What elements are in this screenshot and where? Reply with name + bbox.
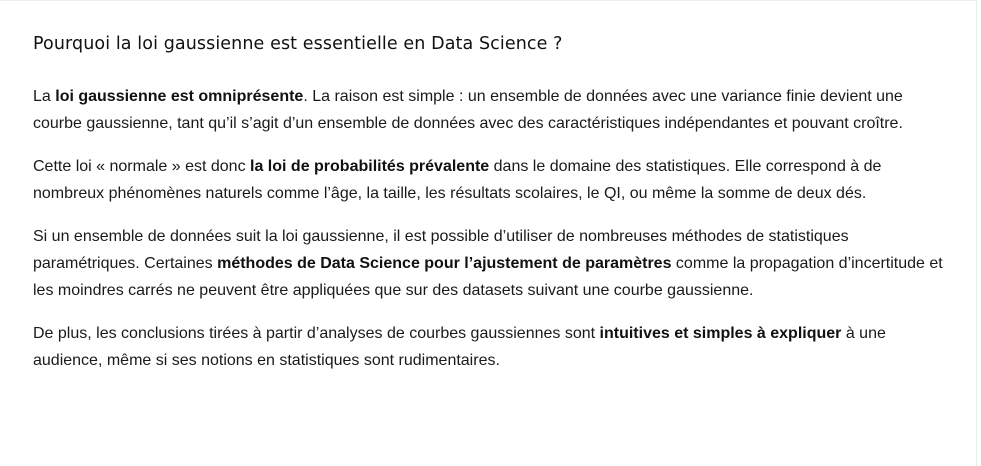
paragraph-1-text-a: La (33, 88, 56, 105)
article-content (33, 32, 953, 390)
paragraph-1-emphasis: loi gaussienne est omniprésente (55, 88, 304, 105)
paragraph-3-text-b: comme la propagation d’incertitude et les moindres carrés ne peuvent être appliquées que sur des datasets suivant une courbe gaussienne. (33, 255, 943, 299)
paragraph-4-emphasis: intuitives et simples à expliquer (599, 325, 842, 342)
paragraph-3 (33, 223, 953, 304)
paragraph-3-emphasis: méthodes de Data Science pour l’ajustement de paramètres (217, 255, 672, 272)
paragraph-2 (33, 153, 953, 207)
paragraph-4-text-b: à une audience, même si ses notions en statistiques sont rudimentaires. (33, 325, 886, 369)
section-heading: Pourquoi la loi gaussienne est essentielle en Data Science ? (33, 34, 563, 54)
paragraph-2-text-b: dans le domaine des statistiques. Elle correspond à de nombreux phénomènes naturels comme l’âge, la taille, les résultats scolaires, le QI, ou même la somme de deux dés. (33, 158, 882, 202)
paragraph-4 (33, 320, 953, 374)
paragraph-2-emphasis: la loi de probabilités prévalente (250, 158, 490, 175)
paragraph-2-text-a: Cette loi « normale » est donc (33, 158, 251, 175)
paragraph-1-text-b: . La raison est simple : un ensemble de données avec une variance finie devient une courbe gaussienne, tant qu’il s’agit d’un ensemble de données avec des caractéristiques indépendantes et pouvant croître. (33, 88, 903, 132)
paragraph-4-text-a: De plus, les conclusions tirées à partir d’analyses de courbes gaussiennes sont (33, 325, 600, 342)
paragraph-3-text-a: Si un ensemble de données suit la loi gaussienne, il est possible d’utiliser de nombreuses méthodes de statistiques paramétriques. Certaines (33, 228, 849, 272)
paragraph-1 (33, 83, 953, 137)
